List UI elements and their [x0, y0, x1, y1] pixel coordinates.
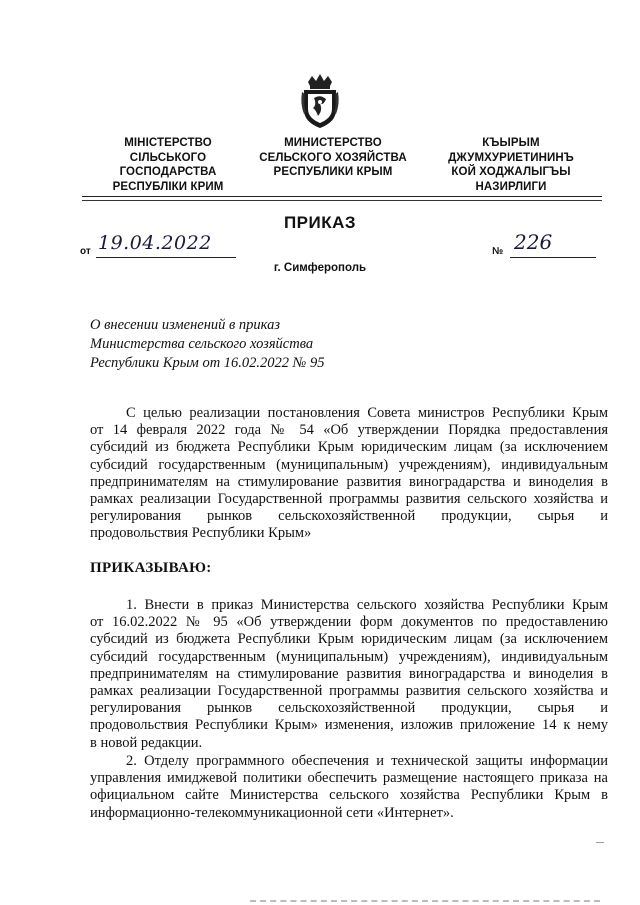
subject-line: О внесении изменений в приказ	[90, 317, 281, 333]
item1-line: от 16.02.2022 № 95 «Об утверждении форм документов по предоставлению	[90, 614, 608, 631]
item1-line: рамках реализации Государственной программы развития сельского хозяйства и	[90, 683, 608, 700]
ministry-name-crimean-tatar	[420, 136, 602, 194]
ministry-qt-line: КОЙ ХОДЖАЛЫГЪЫ	[451, 166, 571, 178]
date-underline	[96, 257, 236, 258]
number-handwritten: 226	[514, 230, 553, 254]
subject-line: Республики Крым от 16.02.2022 № 95	[90, 355, 325, 371]
ministry-ru-line: РЕСПУБЛИКИ КРЫМ	[273, 166, 393, 178]
item2-line: официальном сайте Министерства сельского хозяйства Республики Крым в	[90, 787, 608, 804]
number-underline	[510, 257, 596, 258]
order-item-2	[90, 753, 608, 822]
ministry-ua-line: ГОСПОДАРСТВА	[119, 166, 217, 178]
preamble-line: от 14 февраля 2022 года № 54 «Об утверждении Порядка предоставления	[90, 422, 608, 439]
preamble-line: предпринимателям на стимулирование развития виноградарства и виноделия в	[90, 473, 608, 490]
ministry-name-ukrainian	[86, 136, 250, 194]
document-subject	[90, 316, 390, 373]
page-bottom-artifact	[250, 900, 600, 902]
ministry-ua-line: РЕСПУБЛІКИ КРИМ	[112, 180, 224, 193]
item2-line: управления имиджевой политики обеспечить размещение настоящего приказа на	[90, 770, 608, 787]
preamble-paragraph	[90, 405, 608, 543]
preamble-line: субсидий из бюджета Республики Крым юридическим лицам (за исключением	[90, 439, 608, 456]
ministry-qt-line: КЪЫРЫМ	[482, 137, 540, 149]
item2-line: 2. Отделу программного обеспечения и технической защиты информации	[126, 753, 608, 769]
number-label: №	[492, 246, 504, 257]
crimea-coat-of-arms-icon	[300, 72, 340, 130]
item1-line: субсидий из бюджета Республики Крым юридическим лицам (за исключением	[90, 631, 608, 648]
preamble-line: регулирования рынков сельскохозяйственной продукции, сырья и	[90, 508, 608, 525]
ministry-qt-line: НАЗИРЛИГИ	[475, 180, 547, 193]
preamble-line: субсидий государственным (муниципальным) учреждениям), индивидуальным	[90, 456, 608, 473]
ministry-ua-line: СІЛЬСЬКОГО	[129, 151, 207, 164]
header-divider-thick	[82, 196, 602, 197]
date-label: от	[80, 246, 91, 257]
margin-mark	[596, 842, 604, 847]
ministry-ru-line: МИНИСТЕРСТВО	[284, 137, 382, 149]
item1-line: 1. Внести в приказ Министерства сельского хозяйства Республики Крым	[126, 597, 608, 613]
preamble-line: С целью реализации постановления Совета министров Республики Крым	[126, 405, 608, 421]
document-title: ПРИКАЗ	[283, 213, 357, 232]
item1-line: субсидий государственным (муниципальным) учреждениям), индивидуальным	[90, 648, 608, 665]
ministry-name-russian	[246, 136, 420, 180]
ministry-ua-line: МІНІСТЕРСТВО	[124, 137, 212, 149]
order-item-1	[90, 597, 608, 752]
item2-line: информационно-телекоммуникационной сети «Интернет».	[90, 804, 454, 821]
subject-line: Министерства сельского хозяйства	[90, 336, 314, 352]
item1-line: регулирования рынков сельскохозяйственной продукции, сырья и	[90, 700, 608, 717]
order-heading: ПРИКАЗЫВАЮ:	[90, 560, 212, 576]
date-handwritten: 19.04.2022	[98, 232, 212, 254]
item1-line: в новой редакции.	[90, 734, 203, 751]
header-divider-thin	[82, 200, 602, 201]
ministry-qt-line: ДЖУМХУРИЕТИНИНЪ	[448, 151, 574, 164]
preamble-line: рамках реализации Государственной программы развития сельского хозяйства и	[90, 491, 608, 508]
preamble-line: продовольствия Республики Крым»	[90, 525, 312, 542]
ministry-ru-line: СЕЛЬСКОГО ХОЗЯЙСТВА	[259, 151, 407, 164]
item1-line: продовольствия Республики Крым» изменения, изложив приложение 14 к нему	[90, 717, 608, 734]
city-name: г. Симферополь	[273, 262, 367, 274]
item1-line: предпринимателям на стимулирование развития виноградарства и виноделия в	[90, 665, 608, 682]
